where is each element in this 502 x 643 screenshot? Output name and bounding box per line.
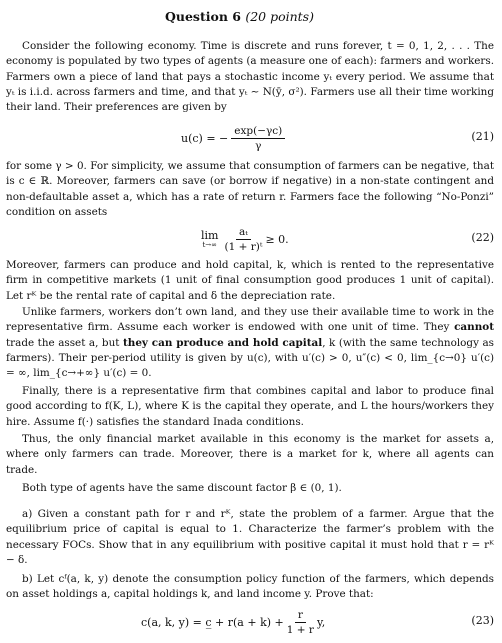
eq22-number: (22) — [471, 231, 494, 244]
question-points: (20 points) — [245, 9, 314, 24]
workers-bold-cannot: cannot — [454, 321, 494, 334]
workers-text-3: , k (with the same technology as farmers). Their per-period utility is given by u(c), with u′(c) > 0, u″(c) < 0, lim_{c→0} u′(c) = ∞, lim_{c→+∞} u′(c) = 0. — [6, 336, 495, 380]
eq22-limit — [201, 229, 218, 249]
eq23-lhs: c(a, k, y) = c̲ + r(a + k) + — [141, 615, 284, 629]
paragraph-capital — [6, 258, 494, 304]
paragraph-text: Thus, the only financial market available in this economy is the market for assets a, where only farmers can trade. Moreover, there is a market for k, where all agents can trade. — [6, 433, 494, 476]
eq22-denominator: (1 + r)ᵗ — [224, 240, 263, 253]
paragraph-text — [6, 305, 494, 381]
eq21-fraction — [231, 125, 285, 152]
paragraph-part-b — [6, 572, 494, 603]
paragraph-text: for some γ > 0. For simplicity, we assume that consumption of farmers can be negative, that is c ∈ ℝ. Moreover, farmers can save (or borrow if negative) in a non-state contingent and non-defaultable asset a, which has a rate of return r. Farmers face the following “No-Ponzi” condition on assets — [6, 160, 494, 218]
equation-23 — [6, 604, 494, 640]
paragraph-markets — [6, 432, 494, 478]
paragraph-part-a — [6, 507, 494, 568]
paragraph-firm — [6, 384, 494, 430]
paragraph-text: Both type of agents have the same discount factor β ∈ (0, 1). — [22, 482, 342, 494]
eq21-number: (21) — [471, 130, 494, 143]
equation-22 — [6, 221, 494, 257]
eq23-number: (23) — [471, 614, 494, 627]
eq23-denominator: 1 + r — [286, 623, 314, 636]
paragraph-text: b) Let cᶠ(a, k, y) denote the consumption policy function of the farmers, which depends on asset holdings a, capital holdings k, and land income y. Prove that: — [6, 573, 494, 601]
paragraph-text: Consider the following economy. Time is discrete and runs forever, t = 0, 1, 2, . . . The economy is populated by two types of agents (a measure one of each): farmers and workers. Farmers own a piece of land that pays a stochastic income yₜ every period. We assume that yₜ is i.i.d. across farmers and time, and that yₜ ∼ N(ȳ, σ²). Farmers use all their time working their land. Their preferences are given by — [6, 40, 494, 114]
eq22-lim-text: lim — [201, 229, 219, 242]
paragraph-economy — [6, 39, 494, 115]
eq21-numerator: exp(−γc) — [231, 125, 285, 139]
eq22-lim-sub: t→∞ — [202, 241, 217, 249]
eq22-tail: ≥ 0. — [265, 232, 289, 246]
eq22-fraction — [224, 226, 262, 253]
eq21-denominator: γ — [255, 139, 262, 152]
eq22-numerator: aₜ — [236, 226, 251, 240]
eq23-numerator: r — [295, 609, 306, 623]
eq21-lhs: u(c) = − — [181, 131, 229, 145]
paragraph-text: Finally, there is a representative firm that combines capital and labor to produce final good according to f(K, L), where K is the capital they operate, and L the hours/workers they hire. Assume f(·) satisfies the standard Inada conditions. — [6, 385, 494, 428]
paragraph-text: a) Given a constant path for r and rᴷ, state the problem of a farmer. Argue that the equilibrium price of capital is equal to 1. Characterize the farmer’s problem with the necessary FOCs. Show that in any equilibrium with positive capital it must hold that r = rᴷ − δ. — [6, 508, 494, 566]
eq23-tail: y, — [316, 615, 326, 629]
paragraph-discount — [6, 481, 494, 496]
equation-21 — [6, 120, 494, 156]
workers-bold-capital: they can produce and hold capital — [122, 336, 323, 349]
question-label: Question 6 — [165, 9, 241, 24]
paragraph-workers — [6, 305, 494, 381]
question-title — [165, 9, 314, 24]
workers-text-2: trade the asset a, but — [6, 336, 123, 349]
paragraph-text: Moreover, farmers can produce and hold capital, k, which is rented to the representative firm in competitive markets (1 unit of final consumption good produces 1 unit of capital). Let rᴷ be the rental rate of capital and δ the depreciation rate. — [6, 259, 494, 302]
eq23-fraction — [287, 609, 314, 636]
workers-text-1: Unlike farmers, workers don’t own land, and they use their available time to work in the representative firm. Assume each worker is endowed with one unit of time. They — [6, 306, 494, 334]
paragraph-consumption — [6, 159, 494, 220]
